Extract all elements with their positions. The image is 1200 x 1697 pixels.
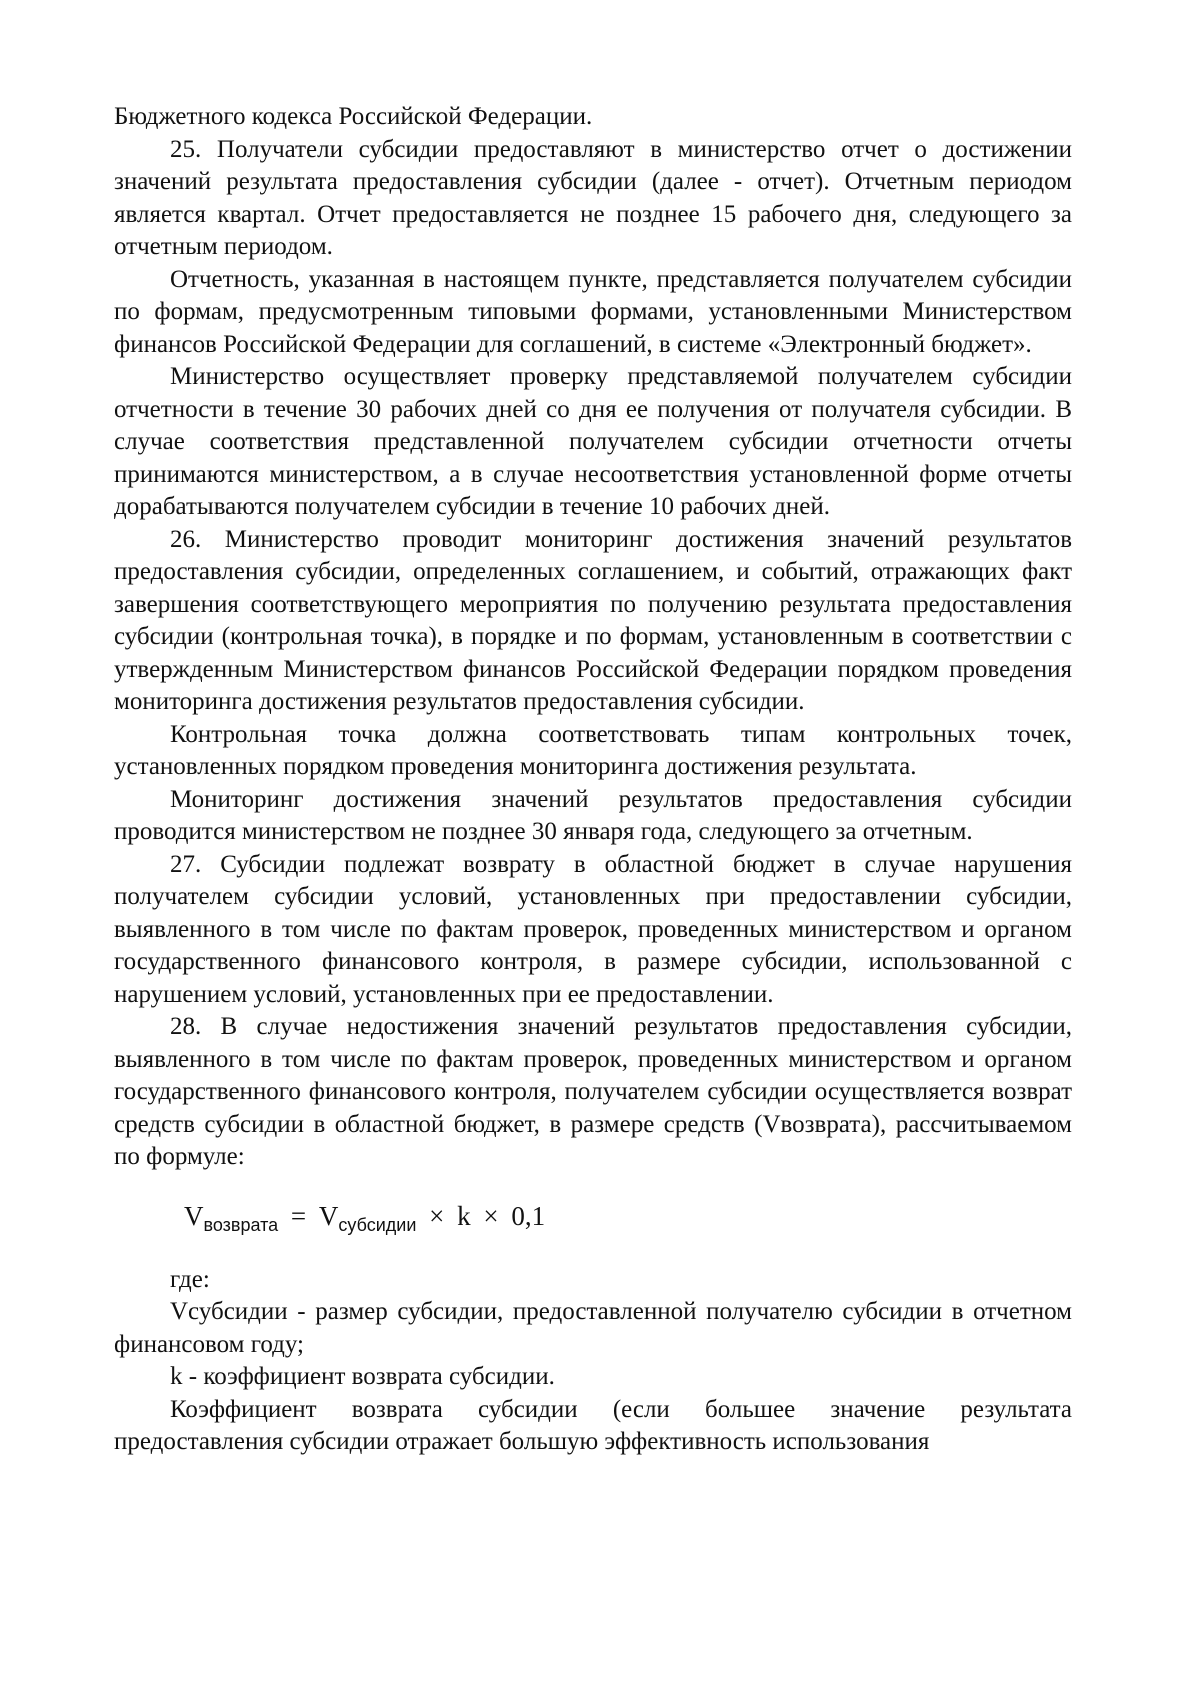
paragraph-continuation: Бюджетного кодекса Российской Федерации. (114, 103, 593, 130)
formula-lhs-base: V (184, 1200, 204, 1231)
formula-rhs-base: V (318, 1200, 339, 1231)
formula-k: k (457, 1200, 471, 1231)
paragraph-report-check: Министерство осуществляет проверку представляемой получателем субсидии отчетности в течение 30 рабочих дней со дня ее получения от получателя субсидии. В случае соответствия представленной получателем субсидии отчетности отчеты принимаются министерством, а в случае несоответствия установленной форме отчеты дорабатываются получателем субсидии в течение 10 рабочих дней. (114, 363, 1072, 520)
paragraph-item-26: 26. Министерство проводит мониторинг достижения значений результатов предоставления субсидии, определенных соглашением, и событий, отражающих факт завершения соответствующего мероприятия по получению результата предоставления субсидии (контрольная точка), в порядке и по формам, установленным в соответствии с утвержденным Министерством финансов Российской Федерации порядком проведения мониторинга достижения результатов предоставления субсидии. (114, 525, 1072, 715)
paragraph-k-definition: k - коэффициент возврата субсидии. (170, 1363, 555, 1390)
paragraph-item-27: 27. Субсидии подлежат возврату в областной бюджет в случае нарушения получателем субсидии условий, установленных при предоставлении субсидии, выявленного в том числе по фактам проверок, проведенных министерством и органом государственного финансового контроля, в размере субсидии, использованной с нарушением условий, установленных при ее предоставлении. (114, 850, 1072, 1008)
document-body (114, 101, 1072, 1459)
return-formula (114, 1174, 1072, 1264)
formula-times-1: × (429, 1200, 445, 1231)
formula-rhs-subscript: субсидии (338, 1214, 417, 1235)
paragraph-monitoring: Мониторинг достижения значений результатов предоставления субсидии проводится министерством не позднее 30 января года, следующего за отчетным. (114, 785, 1072, 845)
paragraph-v-subsidy-definition: Vсубсидии - размер субсидии, предоставленной получателю субсидии в отчетном финансовом году; (114, 1298, 1072, 1358)
paragraph-item-28: 28. В случае недостижения значений результатов предоставления субсидии, выявленного в том числе по фактам проверок, проведенных министерством и органом государственного финансового контроля, получателем субсидии осуществляется возврат средств субсидии в областной бюджет, в размере средств (Vвозврата), рассчитываемом по формуле: (114, 1013, 1072, 1170)
paragraph-coefficient: Коэффициент возврата субсидии (если большее значение результата предоставления субсидии отражает большую эффективность использования (114, 1395, 1072, 1455)
formula-factor: 0,1 (511, 1200, 546, 1231)
paragraph-reporting-forms: Отчетность, указанная в настоящем пункте, представляется получателем субсидии по формам, предусмотренным типовыми формами, установленными Министерством финансов Российской Федерации для соглашений, в системе «Электронный бюджет». (114, 265, 1072, 358)
paragraph-control-point: Контрольная точка должна соответствовать типам контрольных точек, установленных порядком проведения мониторинга достижения результата. (114, 720, 1072, 780)
formula-times-2: × (483, 1200, 499, 1231)
formula-equals: = (290, 1200, 307, 1231)
formula-lhs-subscript: возврата (203, 1214, 279, 1235)
paragraph-item-25: 25. Получатели субсидии предоставляют в министерство отчет о достижении значений результата предоставления субсидии (далее - отчет). Отчетным периодом является квартал. Отчет предоставляется не позднее 15 рабочего дня, следующего за отчетным периодом. (114, 135, 1072, 260)
paragraph-where: где: (170, 1265, 210, 1293)
